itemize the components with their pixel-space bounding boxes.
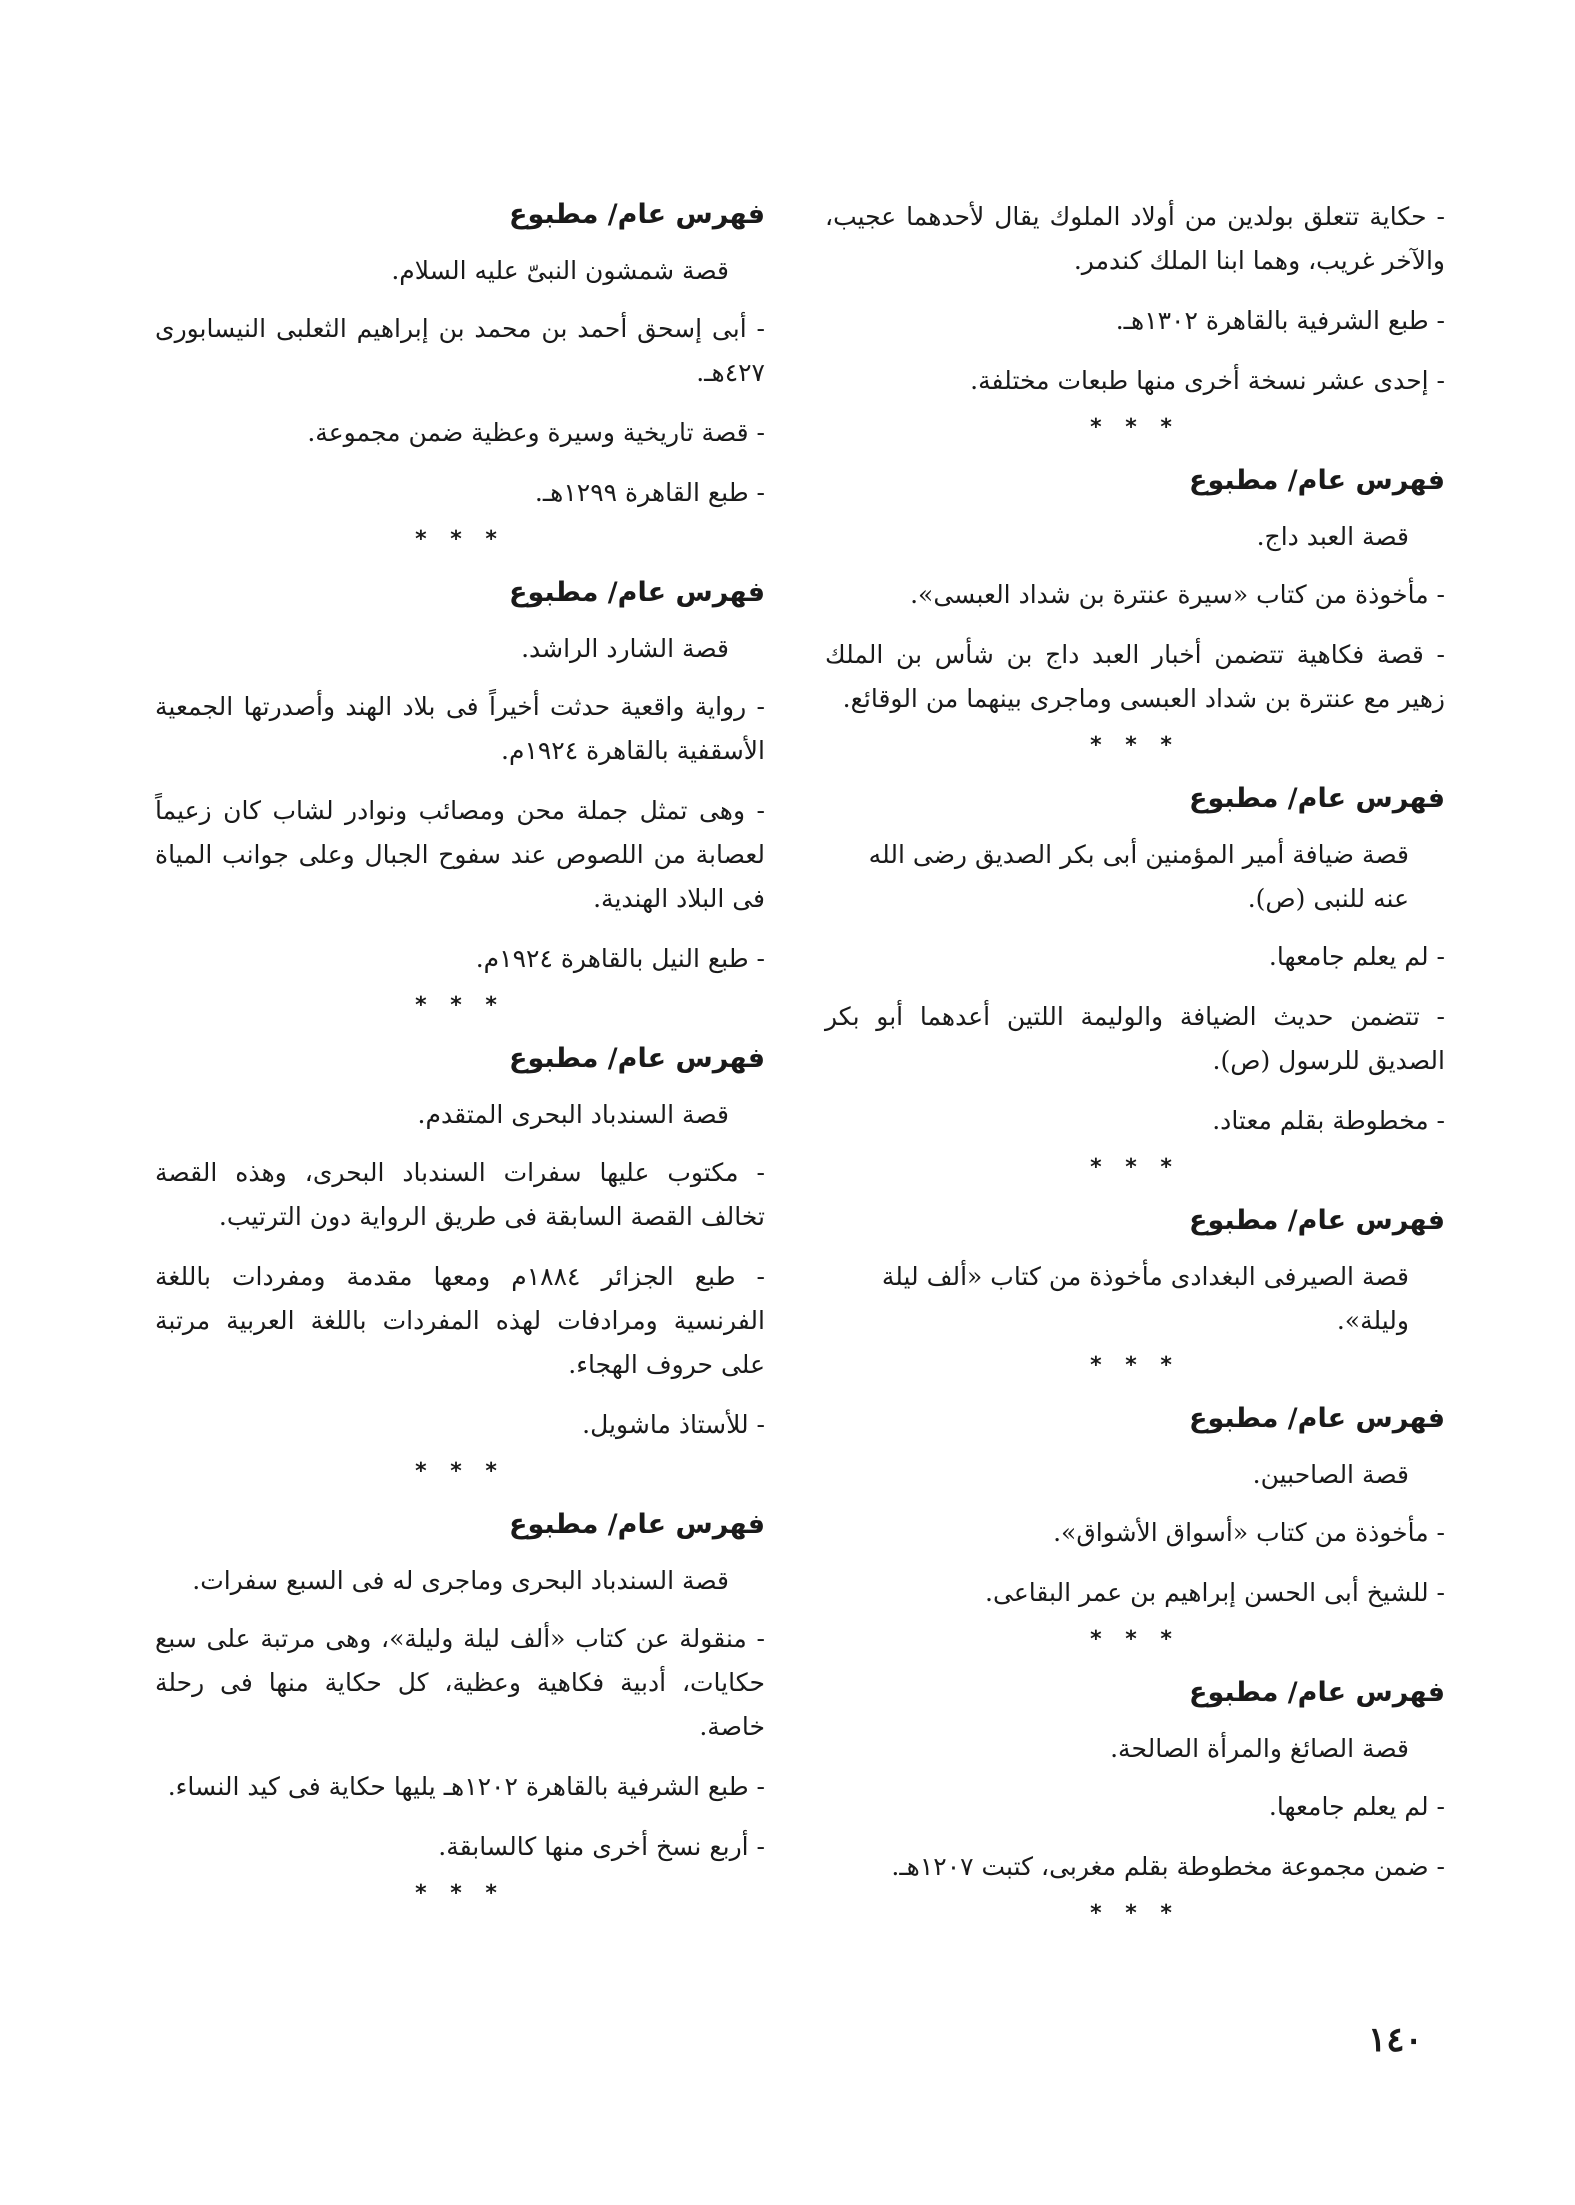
catalog-entry bbox=[825, 461, 1445, 761]
entry-separator: * * * bbox=[1090, 733, 1180, 758]
entry-title: قصة الصيرفى البغدادى مأخوذة من كتاب «ألف ليلة وليلة». bbox=[881, 1262, 1409, 1335]
entry-note: - مخطوطة بقلم معتاد. bbox=[1212, 1106, 1445, 1135]
catalog-entry bbox=[155, 573, 765, 1021]
entry-title: قصة ضيافة أمير المؤمنين أبى بكر الصديق رضى الله عنه للنبى (ص). bbox=[868, 840, 1409, 913]
entry-heading: فهرس عام/ مطبوع bbox=[509, 1043, 765, 1074]
entry-heading: فهرس عام/ مطبوع bbox=[1189, 1677, 1445, 1708]
entry-separator: * * * bbox=[1090, 1627, 1180, 1652]
entry-note: - أبى إسحق أحمد بن محمد بن إبراهيم الثعلبى النيسابورى ٤٢٧هـ. bbox=[155, 314, 765, 387]
entry-heading: فهرس عام/ مطبوع bbox=[1189, 783, 1445, 814]
entry-separator: * * * bbox=[1090, 415, 1180, 440]
entry-note: - طبع النيل بالقاهرة ١٩٢٤م. bbox=[475, 944, 765, 973]
entry-note: - للشيخ أبى الحسن إبراهيم بن عمر البقاعى. bbox=[985, 1578, 1445, 1607]
catalog-entry bbox=[825, 779, 1445, 1183]
catalog-entry bbox=[825, 1201, 1445, 1381]
entry-note: - قصة فكاهية تتضمن أخبار العبد داج بن شأس بن الملك زهير مع عنترة بن شداد العبسى وماجرى بينهما من الوقائع. bbox=[825, 640, 1445, 713]
catalog-entry bbox=[155, 1505, 765, 1909]
entry-heading: فهرس عام/ مطبوع bbox=[1189, 1403, 1445, 1434]
catalog-entry bbox=[155, 1039, 765, 1487]
entry-heading: فهرس عام/ مطبوع bbox=[509, 577, 765, 608]
entry-note: - طبع الشرفية بالقاهرة ١٣٠٢هـ. bbox=[1115, 306, 1445, 335]
catalog-entry bbox=[825, 195, 1445, 443]
entry-note: - لم يعلم جامعها. bbox=[1268, 942, 1445, 971]
entry-note: - طبع الشرفية بالقاهرة ١٢٠٢هـ يليها حكاية فى كيد النساء. bbox=[167, 1772, 765, 1801]
entry-separator: * * * bbox=[415, 993, 505, 1018]
entry-separator: * * * bbox=[1090, 1353, 1180, 1378]
entry-note: - ضمن مجموعة مخطوطة بقلم مغربى، كتبت ١٢٠٧هـ. bbox=[891, 1852, 1445, 1881]
entry-title: قصة شمشون النبىّ عليه السلام. bbox=[391, 256, 729, 285]
entry-separator: * * * bbox=[1090, 1901, 1180, 1926]
entry-note: - مأخوذة من كتاب «سيرة عنترة بن شداد العبسى». bbox=[910, 580, 1445, 609]
entry-note: - منقولة عن كتاب «ألف ليلة وليلة»، وهى مرتبة على سبع حكايات، أدبية فكاهية وعظية، كل حكاية منها فى رحلة خاصة. bbox=[155, 1624, 765, 1741]
entry-note: - للأستاذ ماشويل. bbox=[582, 1410, 765, 1439]
entry-title: قصة العبد داج. bbox=[1256, 522, 1409, 551]
entry-title: قصة الصائغ والمرأة الصالحة. bbox=[1110, 1734, 1409, 1763]
entry-note: - طبع الجزائر ١٨٨٤م ومعها مقدمة ومفردات باللغة الفرنسية ومرادفات لهذه المفردات باللغة العربية مرتبة على حروف الهجاء. bbox=[155, 1262, 765, 1379]
entry-note: - تتضمن حديث الضيافة والوليمة اللتين أعدهما أبو بكر الصديق للرسول (ص). bbox=[825, 1002, 1445, 1075]
entry-note: - رواية واقعية حدثت أخيراً فى بلاد الهند وأصدرتها الجمعية الأسقفية بالقاهرة ١٩٢٤م. bbox=[155, 692, 765, 765]
entry-note: - وهى تمثل جملة محن ومصائب ونوادر لشاب كان زعيماً لعصابة من اللصوص عند سفوح الجبال وعلى جوانب المياة فى البلاد الهندية. bbox=[155, 796, 765, 913]
entry-heading: فهرس عام/ مطبوع bbox=[509, 1509, 765, 1540]
entry-separator: * * * bbox=[415, 527, 505, 552]
entry-heading: فهرس عام/ مطبوع bbox=[1189, 465, 1445, 496]
entry-separator: * * * bbox=[415, 1881, 505, 1906]
entry-heading: فهرس عام/ مطبوع bbox=[1189, 1205, 1445, 1236]
catalog-entry bbox=[825, 1399, 1445, 1655]
entry-note: - لم يعلم جامعها. bbox=[1268, 1792, 1445, 1821]
entry-title: قصة السندباد البحرى المتقدم. bbox=[417, 1100, 729, 1129]
entry-separator: * * * bbox=[415, 1459, 505, 1484]
entry-title: قصة السندباد البحرى وماجرى له فى السبع سفرات. bbox=[192, 1566, 729, 1595]
entry-note: - مكتوب عليها سفرات السندباد البحرى، وهذه القصة تخالف القصة السابقة فى طريق الرواية دون الترتيب. bbox=[155, 1158, 765, 1231]
entry-title: قصة الصاحبين. bbox=[1252, 1460, 1409, 1489]
entry-note: - مأخوذة من كتاب «أسواق الأشواق». bbox=[1053, 1518, 1445, 1547]
entry-note: - طبع القاهرة ١٢٩٩هـ. bbox=[534, 478, 765, 507]
entry-separator: * * * bbox=[1090, 1155, 1180, 1180]
entry-note: - إحدى عشر نسخة أخرى منها طبعات مختلفة. bbox=[970, 366, 1445, 395]
entry-heading: فهرس عام/ مطبوع bbox=[509, 199, 765, 230]
right-column bbox=[825, 195, 1445, 1947]
left-column bbox=[155, 195, 765, 1927]
catalog-entry bbox=[825, 1673, 1445, 1929]
catalog-entry bbox=[155, 195, 765, 555]
page-number: ١٤٠ bbox=[1368, 2020, 1423, 2060]
entry-note: - أربع نسخ أخرى منها كالسابقة. bbox=[438, 1832, 765, 1861]
entry-note: - قصة تاريخية وسيرة وعظية ضمن مجموعة. bbox=[307, 418, 765, 447]
entry-title: قصة الشارد الراشد. bbox=[521, 634, 729, 663]
entry-note: - حكاية تتعلق بولدين من أولاد الملوك يقال لأحدهما عجيب، والآخر غريب، وهما ابنا الملك كندمر. bbox=[825, 202, 1445, 275]
